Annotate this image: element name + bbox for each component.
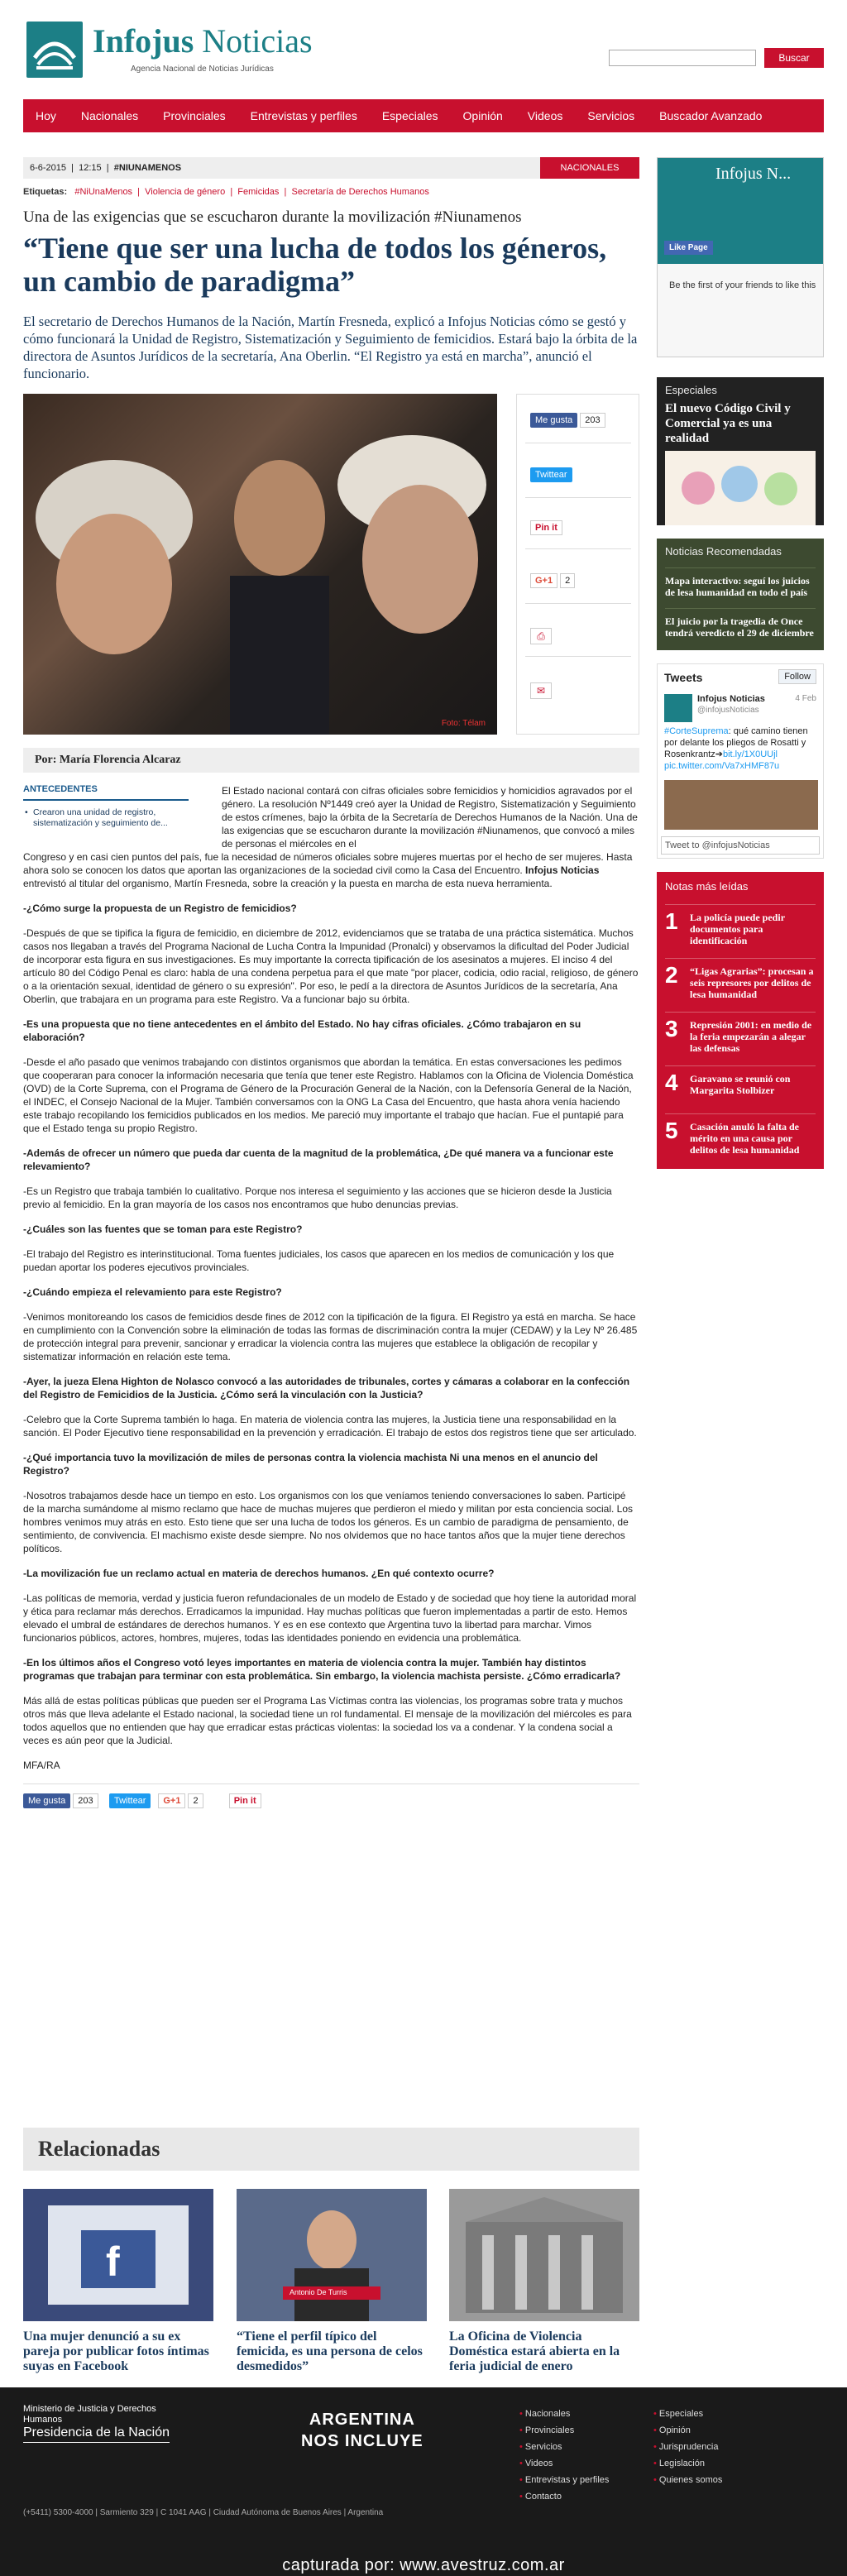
fb-page-widget (657, 157, 824, 357)
gp-share (530, 573, 575, 591)
article-lead: El secretario de Derechos Humanos de la Nación, Martín Fresneda, explicó a Infojus Noticias cómo se gestó y cómo funcionará la Unidad de Registro, Sistematización y Seguimiento de femicidios. Estará bajo la órbita de la directora de Asuntos Jurídicos de la secretaría, Ana Oberlin. “El Registro ya está en marcha”, anunció el funcionario. (23, 314, 638, 381)
most-read-item[interactable]: 2 “Ligas Agrarias”: procesan a seis represores por delitos de lesa humanidad (665, 958, 816, 1000)
footer-link[interactable]: • Especiales (653, 2406, 722, 2422)
answer: -Es un Registro que trabaja también lo cualitativo. Porque nos interesa el seguimiento y las acciones que se hicieron desde la Justicia previo al femicidio. En la gran mayoría de los casos nos encontramos que hubo denuncias previas. (23, 1185, 612, 1210)
footer-link[interactable]: • Servicios (519, 2439, 609, 2455)
related-card[interactable] (23, 2189, 213, 2374)
recomendadas-label: Noticias Recomendadas (665, 545, 782, 558)
footer-link[interactable]: • Entrevistas y perfiles (519, 2472, 609, 2488)
antecedentes-link[interactable]: • Crearon una unidad de registro, sistematización y seguimiento de... (23, 807, 189, 829)
nav-item-nacionales[interactable]: Nacionales (80, 109, 139, 122)
question: -¿Cómo surge la propuesta de un Registro de femicidios? (23, 903, 297, 914)
logo-icon (26, 22, 83, 78)
related-section (23, 2128, 639, 2387)
most-read-item[interactable]: 5 Casación anuló la falta de mérito en una causa por delitos de lesa humanidad (665, 1113, 816, 1156)
article-text (23, 784, 639, 1772)
fb-like-count: 203 (580, 413, 605, 428)
follow-button[interactable]: Follow (778, 669, 816, 684)
footer-link[interactable]: • Legislación (653, 2455, 722, 2472)
recomendada-link[interactable]: El juicio por la tragedia de Once tendrá veredicto el 29 de diciembre (665, 608, 816, 639)
answer: -Después de que se tipifica la figura de femicidio, en diciembre de 2012, evidenciamos que se trataba de una práctica sistemática. Muchos casos nos llegaban a través del Programa Nacional de Lucha Contra la Impunidad (Pronalci) y observamos la dificultad del Poder Judicial de incorporar esta figura en sus investigaciones. Es muy importante la correcta tipificación de los asesinatos a mujeres. El inciso 4 del artículo 80 del Código Penal es claro: habla de una condena perpetua para el que mate "por placer, codicia, odio racial, religioso, de género o a la orientación sexual, identidad de género o su expresión". Por eso, le pedí a la directora de Asuntos Jurídicos de la secretaría, Ana Oberlin, que trabajara en un programa para este Registro. Va a funcionar bajo su órbita. (23, 927, 639, 1005)
section-badge[interactable]: NACIONALES (540, 157, 639, 179)
divider (525, 548, 631, 549)
article-headline: “Tiene que ser una lucha de todos los géneros, un cambio de paradigma” (23, 232, 607, 298)
tweet-image (664, 780, 818, 830)
footer-address: (+5411) 5300-4000 | Sarmiento 329 | C 1041 AAG | Ciudad Autónoma de Buenos Aires | Argentina (23, 2508, 384, 2517)
most-read-item[interactable]: 4 Garavano se reunió con Margarita Stolbizer (665, 1065, 816, 1102)
answer: -Desde el año pasado que venimos trabajando con distintos organismos que abordan la temática. En estas conversaciones les pedimos que cooperaran para conocer la información necesaria que tenía que tener este Registro. Hablamos con la Oficina de Violencia Doméstica (OVD) de la Corte Suprema, con el Programa de Género de la Procuración General de la Nación, con la Defensoría General de la Nación, el INDEC, el Consejo Nacional de la Mujer. También conversamos con la ONG La Casa del Encuentro, que hasta ahora venía haciendo este trabajo recopilando los femicidios publicados en los medios. Me pareció muy importante el trabajo que hacían. Fue el puntapié para que el Estado tenga su propio Registro. (23, 1056, 634, 1134)
tweet-author[interactable]: Infojus Noticias (697, 694, 765, 704)
tag-link[interactable]: Femicidas (237, 187, 280, 197)
related-title: Relacionadas (23, 2128, 639, 2171)
article-media (23, 394, 639, 735)
footer-link[interactable]: • Provinciales (519, 2422, 609, 2439)
fb-cover (658, 158, 823, 264)
tweet-handle: @infojusNoticias (697, 706, 759, 715)
related-card[interactable] (449, 2189, 639, 2374)
meta-bar (23, 157, 639, 179)
related-card-title: Una mujer denunció a su ex pareja por publicar fotos íntimas suyas en Facebook (23, 2329, 209, 2373)
recomendadas-box (657, 539, 824, 650)
article-date: 6-6-2015 (30, 163, 67, 173)
footer-links-col2 (653, 2406, 722, 2488)
answer: -Venimos monitoreando los casos de femicidios desde fines de 2012 con la tipificación de la figura. El Registro ya está en marcha. Se hace en cumplimiento con la Convención sobre la eliminación de todas las formas de discriminación contra la mujer (CEDAW) y la Ley Nº 26.485 de protección integral para prevenir, sancionar y erradicar la violencia contra las mujeres que establece la obligación de recopilar y sistematizar información en relación este tema. (23, 1311, 638, 1362)
sidebar (657, 157, 824, 1169)
tags: Etiquetas: #NiUnaMenos | Violencia de género | Femicidas | Secretaría de Derechos Humanos (23, 187, 429, 197)
main-nav (23, 99, 824, 132)
footer-link[interactable]: • Quienes somos (653, 2472, 722, 2488)
pin-it-button[interactable]: Pin it (229, 1793, 261, 1808)
question: -¿Cuáles son las fuentes que se toman para este Registro? (23, 1223, 303, 1235)
site-header (23, 18, 824, 84)
gplus-button[interactable]: G+1 (158, 1793, 185, 1808)
footer-link[interactable]: • Nacionales (519, 2406, 609, 2422)
tweet-button[interactable]: Twittear (109, 1793, 151, 1808)
answer: -Nosotros trabajamos desde hace un tiempo en esto. Los organismos con los que veníamos teniendo conversaciones lo saben. Participé de la marcha sumándome al mismo reclamo que hace de muchas mujeres que perdieron el miedo y militan por esta conciencia social. Los hombres venimos muy atrás en esto. Esto tiene que ser una lucha de todos los géneros. Es un cambio de paradigma de pensamiento, de sentimiento, de convivencia. El machismo existe desde siempre. No nos olvidemos que no hace tantos años que la mujer tiene derechos políticos. (23, 1490, 634, 1554)
answer: Más allá de estas políticas públicas que pueden ser el Programa Las Víctimas contra las violencias, los programas sobre trata y muchos otros más que lleva adelante el Estado nacional, la sociedad tiene un rol fundamental. El mensaje de la movilización del miércoles es para todos aquellos que no entienden que hay que erradicar estas prácticas violentas: la sociedad los va a condenar. Y la condena social a veces es aún peor que la Judicial. (23, 1695, 632, 1746)
logo-subtitle: Agencia Nacional de Noticias Jurídicas (131, 65, 274, 74)
svg-text:f: f (106, 2238, 120, 2285)
site-footer (0, 2387, 847, 2576)
fb-like-button[interactable]: Me gusta (530, 413, 577, 428)
question: -En los últimos años el Congreso votó leyes importantes en materia de violencia contra la mujer. También hay distintos programas que trabajan para terminar con esta problemática. Sin embargo, la violencia machista persiste. ¿Cómo erradicarla? (23, 1657, 621, 1682)
paragraph: Congreso y en casi cien puntos del país, fue la necesidad de números oficiales sobre mujeres muertas por el hecho de ser mujeres. Hasta ahora solo se conocen los datos que aportan las organizaciones de la sociedad civil como la Casa del Encuentro. Infojus Noticias entrevistó al titular del organismo, Martín Fresneda, sobre la creación y la puesta en marcha de esta nueva herramienta. (23, 851, 633, 889)
answer: -Celebro que la Corte Suprema también lo haga. En materia de violencia contra las mujeres, la Justicia tiene una responsabilidad en la sanción. El Poder Ejecutivo tiene responsabilidad en la prevención y erradicación. El trabajo de estos dos registros tiene que ser articulado. (23, 1414, 637, 1439)
most-read-label: Notas más leídas (665, 880, 749, 893)
footer-link[interactable]: • Videos (519, 2455, 609, 2472)
most-read-item[interactable]: 1 La policía puede pedir documentos para identificación (665, 904, 816, 946)
fb-like-count: 203 (73, 1793, 98, 1808)
tweets-title: Tweets (664, 671, 703, 684)
answer: -El trabajo del Registro es interinstitucional. Toma fuentes judiciales, los casos que aparecen en los medios de comunicación y los que puedan aportar los poderes ejecutivos provinciales. (23, 1248, 615, 1273)
related-cards (23, 2189, 639, 2387)
paragraph: El Estado nacional contará con cifras oficiales sobre femicidios y homicidios agravados por el género. La resolución Nº1449 creó ayer la Unidad de Registro, Sistematización y Seguimiento de estos crímenes, bajo la órbita de la Secretaría de Derechos Humanos de la Nación. Una de las exigencias que se escucharon durante la movilización #Niunamenos, que convocó a miles de personas el miércoles en el (222, 785, 638, 850)
footer-presidency[interactable]: Presidencia de la Nación (23, 2425, 170, 2443)
nav-item-hoy[interactable]: Hoy (36, 109, 56, 122)
tweet-text: #CorteSuprema: qué camino tienen por delante los pliegos de Rosatti y Rosenkrantz➔bit.ly/1X0UUjl pic.twitter.com/Va7xHMF87u (664, 726, 808, 771)
email-icon[interactable]: ✉ (530, 682, 552, 699)
divider (525, 603, 631, 604)
fb-share (530, 413, 605, 431)
especiales-label: Especiales (665, 384, 717, 396)
footer-links-col1 (519, 2406, 609, 2505)
especiales-image (665, 451, 816, 525)
related-image-caption: Antonio De Turris (290, 2288, 347, 2296)
fb-widget-text: Be the first of your friends to like this (669, 280, 816, 290)
nav-item-opinion[interactable]: Opinión (462, 109, 503, 122)
tweet-button[interactable]: Twittear (530, 467, 572, 482)
avatar (664, 694, 692, 722)
gplus-count: 2 (188, 1793, 203, 1808)
question: -Ayer, la jueza Elena Highton de Nolasco convocó a las autoridades de tribunales, cortes y cámaras a colaborar en la confección del Registro de Femicidios de la Justicia. ¿Cómo será la vinculación con la Justicia? (23, 1376, 630, 1401)
tw-share (530, 467, 572, 486)
article-author: Por: María Florencia Alcaraz (23, 748, 639, 773)
nav-item-entrevistas[interactable]: Entrevistas y perfiles (250, 109, 357, 122)
related-image (237, 2189, 427, 2321)
recomendada-link[interactable]: Mapa interactivo: seguí los juicios de lesa humanidad en todo el país (665, 567, 816, 598)
gplus-count: 2 (560, 573, 575, 588)
most-read-box (657, 872, 824, 1169)
nav-item-servicios[interactable]: Servicios (587, 109, 635, 122)
search-input[interactable] (609, 50, 756, 66)
related-card-title: “Tiene el perfil típico del femicida, es una persona de celos desmedidos” (237, 2329, 423, 2373)
antecedentes-box (23, 784, 189, 829)
main-column (23, 157, 639, 1808)
fb-like-page-button[interactable]: Like Page (664, 241, 713, 255)
pin-it-button[interactable]: Pin it (530, 520, 562, 535)
gplus-button[interactable]: G+1 (530, 573, 557, 588)
article-meta: 6-6-2015 | 12:15 | #NIUNAMENOS (30, 163, 182, 173)
fb-page-name[interactable]: Infojus N... (715, 165, 792, 183)
article-kicker: Una de las exigencias que se escucharon durante la movilización #Niunamenos (23, 208, 522, 226)
twitter-widget (657, 663, 824, 859)
bottom-share (23, 1784, 639, 1808)
tweet-date: 4 Feb (795, 694, 816, 703)
share-column (516, 394, 639, 735)
especiales-title: El nuevo Código Civil y Comercial ya es una realidad (665, 402, 791, 445)
fb-like-button[interactable]: Me gusta (23, 1793, 70, 1808)
question: -La movilización fue un reclamo actual en materia de derechos humanos. ¿En qué contexto ocurre? (23, 1568, 495, 1579)
article-photo (23, 394, 497, 735)
related-image (23, 2189, 213, 2321)
question: -¿Cuándo empieza el relevamiento para este Registro? (23, 1286, 282, 1298)
article-time: 12:15 (79, 163, 102, 173)
print-share (530, 628, 552, 646)
antecedentes-title: ANTECEDENTES (23, 784, 189, 801)
site-logo[interactable] (23, 18, 371, 84)
question: -Es una propuesta que no tiene antecedentes en el ámbito del Estado. No hay cifras oficiales. ¿Cómo trabajaron en su elaboración? (23, 1018, 581, 1043)
related-card-title: La Oficina de Violencia Doméstica estará abierta en la feria judicial de enero (449, 2329, 620, 2373)
most-read-item[interactable]: 3 Represión 2001: en medio de la feria empezarán a alegar las defensas (665, 1012, 816, 1054)
answer: -Las políticas de memoria, verdad y justicia fueron refundacionales de un modelo de Estado y de sociedad que hoy tiene la autoridad moral y ética para reclamar más derechos. Erradicamos la impunidad. Hay muchas políticas que fueron implementadas a partir de esto. Hemos elevado el umbral de estándares de derechos humanos. Y es en ese contexto que Argentina tuvo la libertad para marchar. Vimos funcionarios públicos, actores, hombres, mujeres, todas las identidades poniendo en evidencia una problemática. (23, 1592, 637, 1644)
divider (525, 497, 631, 498)
question: -Además de ofrecer un número que pueda dar cuenta de la magnitud de la problemática, ¿De qué manera va a funcionar este relevamiento? (23, 1147, 614, 1172)
print-icon[interactable]: ⎙ (530, 628, 552, 644)
divider (525, 656, 631, 657)
article-body (23, 784, 639, 1808)
tag-link[interactable]: Secretaría de Derechos Humanos (291, 187, 429, 197)
nav-item-videos[interactable]: Videos (527, 109, 563, 122)
tag-link[interactable]: #NiUnaMenos (74, 187, 133, 197)
nav-item-buscador[interactable]: Buscador Avanzado (659, 109, 763, 122)
nav-item-especiales[interactable]: Especiales (381, 109, 438, 122)
tag-link[interactable]: Violencia de género (145, 187, 226, 197)
article-hashtag: #NIUNAMENOS (113, 163, 182, 173)
footer-slogan: ARGENTINA NOS INCLUYE (301, 2411, 424, 2450)
footer-link[interactable]: • Opinión (653, 2422, 722, 2439)
related-card[interactable] (237, 2189, 427, 2374)
photo-caption: Foto: Télam (441, 719, 486, 728)
tweet-to-input[interactable]: Tweet to @infojusNoticias (661, 836, 820, 855)
footer-link[interactable]: • Jurisprudencia (653, 2439, 722, 2455)
nav-item-provinciales[interactable]: Provinciales (163, 109, 226, 122)
tags-label: Etiquetas: (23, 187, 68, 197)
pin-share (530, 520, 562, 539)
footer-ministry: Ministerio de Justicia y Derechos Humanos (23, 2404, 156, 2425)
logo-title: Infojus Noticias (93, 22, 313, 60)
search-button[interactable]: Buscar (764, 48, 824, 68)
especiales-card[interactable] (657, 377, 824, 525)
capture-watermark: capturada por: www.avestruz.com.ar (282, 2556, 565, 2574)
footer-link[interactable]: • Contacto (519, 2488, 609, 2505)
signature: MFA/RA (23, 1760, 60, 1771)
question: -¿Qué importancia tuvo la movilización de miles de personas contra la violencia machista Ni una menos en el anuncio del Registro? (23, 1452, 598, 1477)
related-image (449, 2189, 639, 2321)
email-share (530, 682, 552, 701)
